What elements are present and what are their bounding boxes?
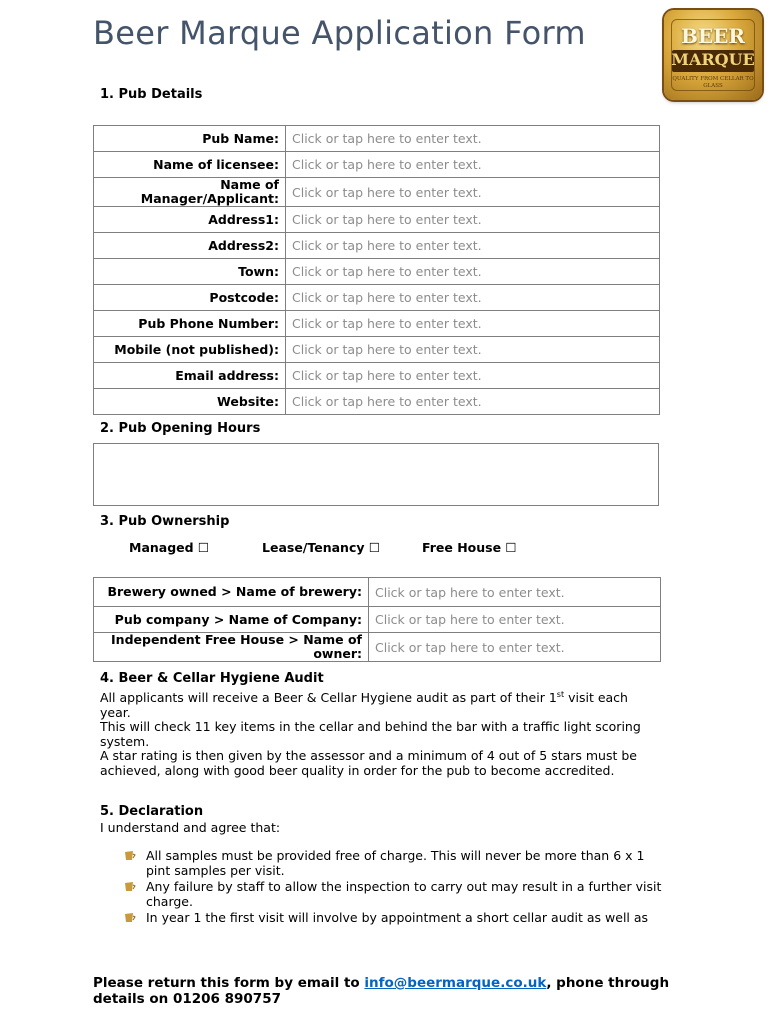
- table-row: [94, 285, 660, 311]
- pub-name-field[interactable]: Click or tap here to enter text.: [286, 126, 660, 152]
- logo-line1: BEER: [680, 24, 745, 48]
- ownership-table: [93, 577, 661, 662]
- section2-heading: 2. Pub Opening Hours: [100, 421, 261, 436]
- beer-glass-bullet-icon: [124, 913, 136, 923]
- table-row: [94, 207, 660, 233]
- section5-heading: 5. Declaration: [100, 804, 204, 819]
- pub-details-table: [93, 125, 660, 415]
- field-label-pub-phone: Pub Phone Number:: [94, 311, 286, 337]
- table-row: [94, 633, 661, 662]
- website-field[interactable]: Click or tap here to enter text.: [286, 389, 660, 415]
- beer-glass-bullet-icon: [124, 882, 136, 892]
- section4-heading: 4. Beer & Cellar Hygiene Audit: [100, 671, 324, 686]
- email-link[interactable]: info@beermarque.co.uk: [364, 975, 547, 991]
- opening-hours-field[interactable]: [93, 443, 659, 506]
- table-row: [94, 233, 660, 259]
- beer-glass-bullet-icon: [124, 851, 136, 861]
- field-label-address1: Address1:: [94, 207, 286, 233]
- field-label-email: Email address:: [94, 363, 286, 389]
- section3-heading: 3. Pub Ownership: [100, 514, 230, 529]
- page-title: Beer Marque Application Form: [93, 14, 586, 52]
- table-row: [94, 259, 660, 285]
- section1-heading: 1. Pub Details: [100, 87, 203, 102]
- table-row: [94, 178, 660, 207]
- field-label-postcode: Postcode:: [94, 285, 286, 311]
- table-row: [94, 578, 661, 607]
- table-row: [94, 337, 660, 363]
- audit-description: [100, 688, 660, 778]
- audit-paragraph-1: All applicants will receive a Beer & Cellar Hygiene audit as part of their 1st visit each year.: [100, 690, 628, 720]
- managed-checkbox[interactable]: Managed ☐: [129, 540, 210, 555]
- footer-return-instructions: Please return this form by email to info@beermarque.co.uk, phone through details on 01206 890757: [93, 975, 670, 1007]
- lease-tenancy-checkbox[interactable]: Lease/Tenancy ☐: [262, 540, 381, 555]
- company-name-field[interactable]: Click or tap here to enter text.: [369, 607, 661, 633]
- field-label-address2: Address2:: [94, 233, 286, 259]
- mobile-field[interactable]: Click or tap here to enter text.: [286, 337, 660, 363]
- list-item: In year 1 the first visit will involve by appointment a short cellar audit as well as: [124, 911, 669, 926]
- field-label-pub-name: Pub Name:: [94, 126, 286, 152]
- logo-tagline: QUALITY FROM CELLAR TO GLASS: [672, 76, 754, 89]
- postcode-field[interactable]: Click or tap here to enter text.: [286, 285, 660, 311]
- audit-paragraph-3: A star rating is then given by the assessor and a minimum of 4 out of 5 stars must be achieved, along with good beer quality in order for the pub to become accredited.: [100, 748, 637, 778]
- email-field[interactable]: Click or tap here to enter text.: [286, 363, 660, 389]
- manager-field[interactable]: Click or tap here to enter text.: [286, 178, 660, 207]
- field-label-town: Town:: [94, 259, 286, 285]
- address2-field[interactable]: Click or tap here to enter text.: [286, 233, 660, 259]
- list-item: Any failure by staff to allow the inspection to carry out may result in a further visit charge.: [124, 880, 669, 909]
- declaration-list: [124, 849, 669, 928]
- free-house-checkbox[interactable]: Free House ☐: [422, 540, 517, 555]
- address1-field[interactable]: Click or tap here to enter text.: [286, 207, 660, 233]
- pub-phone-field[interactable]: Click or tap here to enter text.: [286, 311, 660, 337]
- field-label-brewery: Brewery owned > Name of brewery:: [94, 578, 369, 607]
- field-label-company: Pub company > Name of Company:: [94, 607, 369, 633]
- table-row: [94, 389, 660, 415]
- table-row: [94, 152, 660, 178]
- field-label-owner: Independent Free House > Name of owner:: [94, 633, 369, 662]
- licensee-field[interactable]: Click or tap here to enter text.: [286, 152, 660, 178]
- list-item: All samples must be provided free of charge. This will never be more than 6 x 1 pint samples per visit.: [124, 849, 669, 878]
- declaration-intro: I understand and agree that:: [100, 820, 281, 835]
- logo-line2: MARQUE: [671, 50, 755, 69]
- field-label-licensee: Name of licensee:: [94, 152, 286, 178]
- field-label-website: Website:: [94, 389, 286, 415]
- town-field[interactable]: Click or tap here to enter text.: [286, 259, 660, 285]
- brewery-name-field[interactable]: Click or tap here to enter text.: [369, 578, 661, 607]
- field-label-manager: Name of Manager/Applicant:: [94, 178, 286, 207]
- table-row: [94, 363, 660, 389]
- beer-marque-logo: [664, 10, 762, 100]
- table-row: [94, 311, 660, 337]
- table-row: [94, 126, 660, 152]
- audit-paragraph-2: This will check 11 key items in the cellar and behind the bar with a traffic light scoring system.: [100, 719, 641, 749]
- table-row: [94, 607, 661, 633]
- field-label-mobile: Mobile (not published):: [94, 337, 286, 363]
- owner-name-field[interactable]: Click or tap here to enter text.: [369, 633, 661, 662]
